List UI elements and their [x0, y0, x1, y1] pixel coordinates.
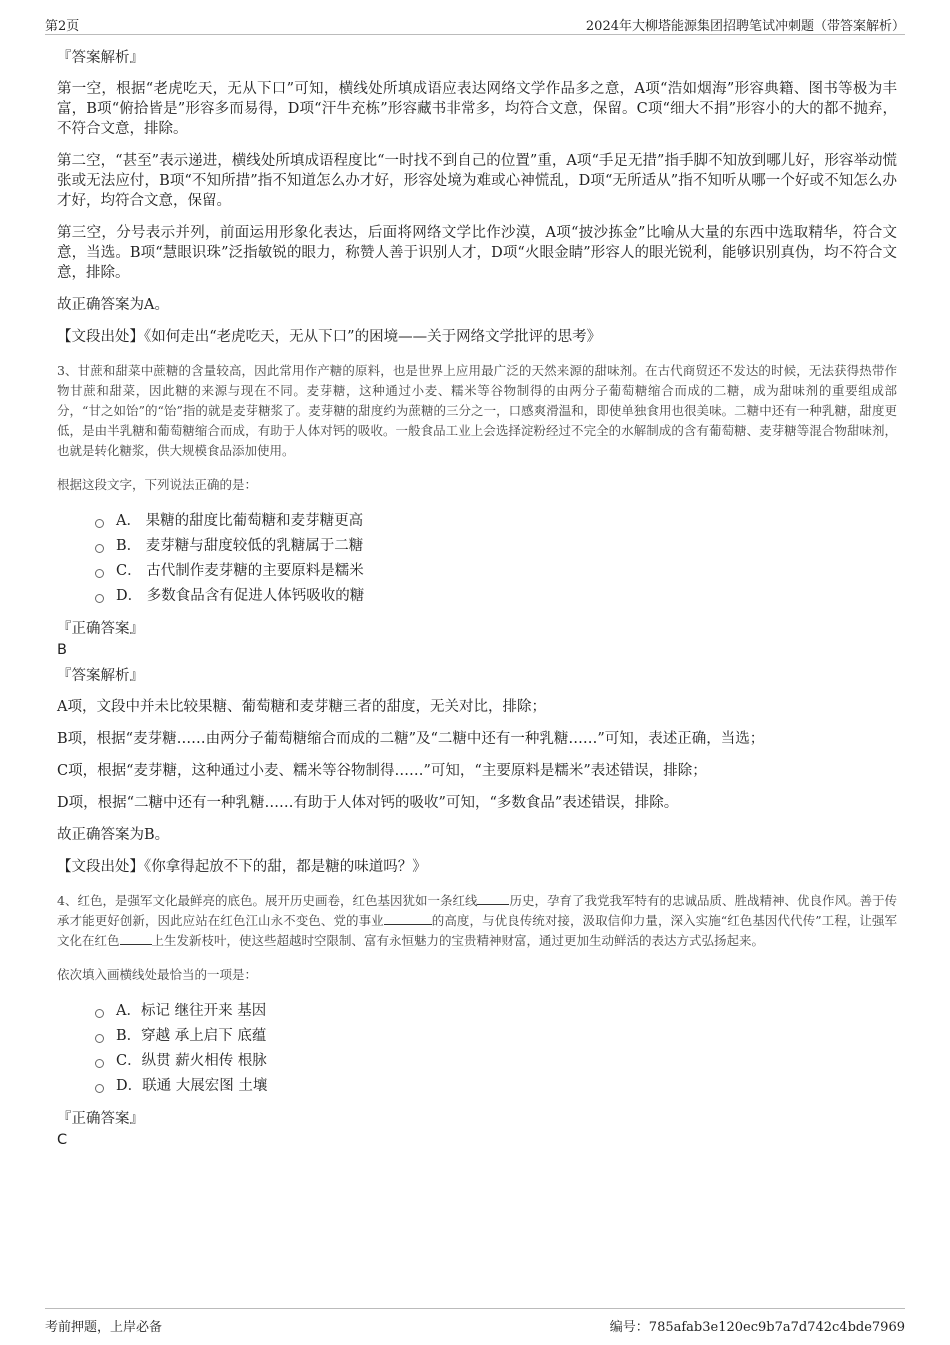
radio-icon[interactable] [95, 544, 104, 553]
question-4-prompt: 依次填入画横线处最恰当的一项是： [57, 967, 258, 982]
analysis-paragraph-3: 第三空，分号表示并列，前面运用形象化表达，后面将网络文学比作沙漠，A项“披沙拣金”比喻从大量的东西中选取精华，符合文意，当选。B项“慧眼识珠”泛指敏锐的眼力，称赞人善于识别人才，D项“火眼金睛”形容人的眼光锐利，能够识别真伪，均不符合文意，排除。 [57, 225, 897, 281]
passage-text: 上生发新枝叶，使这些超越时空限制、富有永恒魅力的宝贵精神财富，通过更加生动鲜活的表达方式弘扬起来。 [151, 933, 765, 948]
radio-icon[interactable] [95, 1009, 104, 1018]
passage-source: 【文段出处】《你拿得起放不下的甜，都是糖的味道吗？》 [57, 859, 427, 875]
option-d-label: D． 多数食品含有促进人体钙吸收的糖 [116, 588, 365, 604]
option-d[interactable] [95, 584, 897, 609]
page-footer [45, 1308, 905, 1339]
passage-source: 【文段出处】《如何走出“老虎吃天，无从下口”的困境——关于网络文学批评的思考》 [57, 329, 602, 345]
radio-icon[interactable] [95, 1034, 104, 1043]
radio-icon[interactable] [95, 1084, 104, 1093]
analysis-item-b: B项，根据“麦芽糖……由两分子葡萄糖缩合而成的二糖”及“二糖中还有一种乳糖……”可知，表述正确，当选； [57, 731, 765, 747]
option-d-label: D．联通 大展宏图 土壤 [116, 1078, 268, 1094]
page-content [57, 40, 897, 1148]
correct-answer: B [57, 642, 67, 658]
footer-slogan: 考前押题，上岸必备 [45, 1320, 163, 1335]
analysis-conclusion: 故正确答案为A。 [57, 297, 169, 313]
analysis-item-a: A项，文段中并未比较果糖、葡萄糖和麦芽糖三者的甜度，无关对比，排除； [57, 699, 546, 715]
fill-blank-1 [477, 891, 509, 905]
option-c-label: C． 古代制作麦芽糖的主要原料是糯米 [116, 563, 364, 579]
option-b[interactable] [95, 1024, 897, 1049]
option-a-label: A．标记 继往开来 基因 [116, 1003, 267, 1019]
analysis-label: 『答案解析』 [57, 668, 144, 684]
analysis-item-c: C项，根据“麦芽糖，这种通过小麦、糯米等谷物制得……”可知，“主要原料是糯米”表述错误，排除； [57, 763, 707, 779]
correct-answer: C [57, 1132, 68, 1148]
option-b-label: B．穿越 承上启下 底蕴 [116, 1028, 267, 1044]
passage-text: 的高度，与优良传统对接，汲取信仰力量，深入实施“红色基因代代传”工程，让强军文化在红色 [57, 913, 897, 948]
page-number: 第2页 [45, 19, 80, 34]
question-3-prompt: 根据这段文字，下列说法正确的是： [57, 477, 258, 492]
question-3-options [95, 509, 897, 609]
document-title: 2024年大柳塔能源集团招聘笔试冲刺题（带答案解析） [585, 19, 905, 34]
radio-icon[interactable] [95, 594, 104, 603]
radio-icon[interactable] [95, 1059, 104, 1068]
option-a[interactable] [95, 999, 897, 1024]
analysis-label: 『答案解析』 [57, 50, 144, 66]
option-a-label: A． 果糖的甜度比葡萄糖和麦芽糖更高 [116, 513, 364, 529]
fill-blank-3 [120, 931, 152, 945]
option-b-label: B． 麦芽糖与甜度较低的乳糖属于二糖 [116, 538, 364, 554]
question-4-passage [57, 891, 897, 951]
analysis-conclusion: 故正确答案为B。 [57, 827, 170, 843]
option-c[interactable] [95, 1049, 897, 1074]
option-d[interactable] [95, 1074, 897, 1099]
question-3-passage: 3、甘蔗和甜菜中蔗糖的含量较高，因此常用作产糖的原料，也是世界上应用最广泛的天然来源的甜味剂。在古代商贸还不发达的时候，无法获得热带作物甘蔗和甜菜，因此糖的来源与现在不同。麦芽糖，这种通过小麦、糯米等谷物制得的由两分子葡萄糖缩合而成的二糖，成为甜味剂的重要组成部分，“甘之如饴”的“饴”指的就是麦芽糖浆了。麦芽糖的甜度约为蔗糖的三分之一，口感爽滑温和，即使单独食用也很美味。二糖中还有一种乳糖，甜度更低，是由半乳糖和葡萄糖缩合而成，有助于人体对钙的吸收。一般食品工业上会选择淀粉经过不完全的水解制成的含有葡萄糖、麦芽糖等混合物甜味剂，也就是转化糖浆，供大规模食品添加使用。 [57, 363, 897, 458]
correct-answer-label: 『正确答案』 [57, 621, 144, 637]
analysis-item-d: D项，根据“二糖中还有一种乳糖……有助于人体对钙的吸收”可知，“多数食品”表述错误，排除。 [57, 795, 679, 811]
option-b[interactable] [95, 534, 897, 559]
option-a[interactable] [95, 509, 897, 534]
passage-text: 历史，孕育了我党我军特有的忠诚品质、胜战精神、优良作风。善于传承才能更好创新，因此应站在红色江山永不变色、党的事业 [57, 893, 897, 928]
analysis-paragraph-1: 第一空，根据“老虎吃天，无从下口”可知，横线处所填成语应表达网络文学作品多之意，A项“浩如烟海”形容典籍、图书等极为丰富，B项“俯拾皆是”形容多而易得，D项“汗牛充栋”形容藏书非常多，均符合文意，保留。C项“细大不捐”形容小的大的都不抛弃，不符合文意，排除。 [57, 81, 897, 137]
fill-blank-2 [384, 911, 432, 925]
option-c-label: C．纵贯 薪火相传 根脉 [116, 1053, 267, 1069]
question-4-options [95, 999, 897, 1099]
page-header [45, 12, 905, 35]
analysis-paragraph-2: 第二空，“甚至”表示递进，横线处所填成语程度比“一时找不到自己的位置”重，A项“手足无措”指手脚不知放到哪儿好，形容举动慌张或无法应付，B项“不知所措”指不知道怎么办才好，形容处境为难或心神慌乱，D项“无所适从”指不知听从哪一个好或不知怎么办才好，均符合文意，保留。 [57, 153, 897, 209]
passage-text: 4、红色，是强军文化最鲜亮的底色。展开历史画卷，红色基因犹如一条红线 [57, 893, 478, 908]
radio-icon[interactable] [95, 519, 104, 528]
correct-answer-label: 『正确答案』 [57, 1111, 144, 1127]
radio-icon[interactable] [95, 569, 104, 578]
document-id: 编号：785afab3e120ec9b7a7d742c4bde7969 [609, 1320, 905, 1335]
option-c[interactable] [95, 559, 897, 584]
